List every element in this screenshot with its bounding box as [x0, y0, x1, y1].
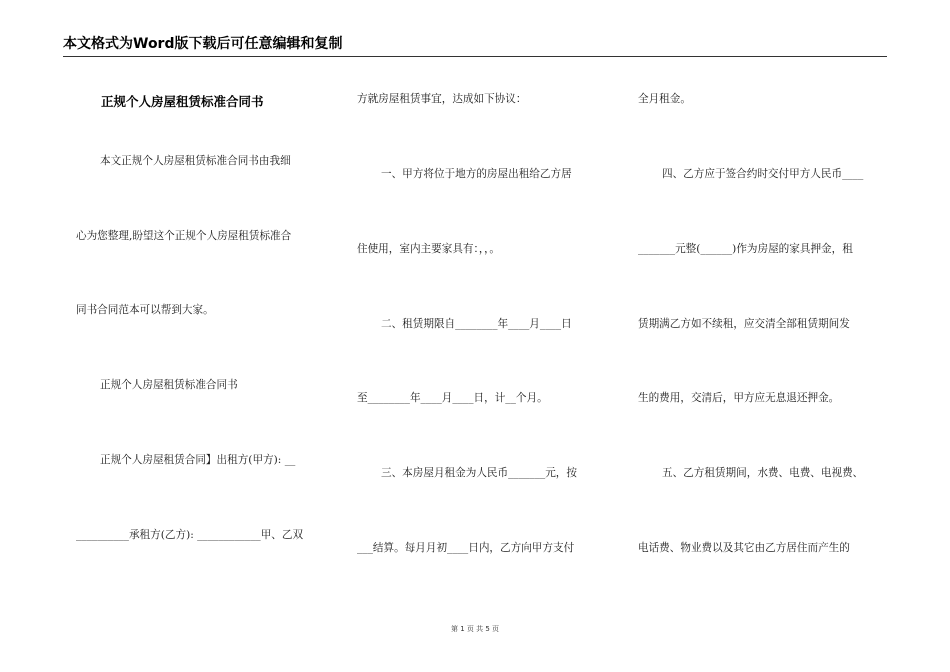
paragraph-line: 心为您整理,盼望这个正规个人房屋租赁标准合: [76, 230, 292, 242]
paragraph-line: 二、租赁期限自________年____月____日: [381, 318, 572, 330]
text-column-2: [357, 0, 607, 620]
document-header: 本文格式为Word版下载后可任意编辑和复制: [63, 35, 887, 57]
page-number: 第 1 页 共 5 页: [450, 625, 500, 633]
paragraph-line: 至________年____月____日，计__个月。: [357, 392, 548, 404]
paragraph-line: 一、甲方将位于地方的房屋出租给乙方居: [381, 168, 572, 180]
paragraph-line: 三、本房屋月租金为人民币_______元，按: [381, 467, 577, 479]
paragraph-line: 本文正规个人房屋租赁标准合同书由我细: [100, 155, 291, 167]
paragraph-line: 正规个人房屋租赁标准合同书: [100, 379, 238, 391]
paragraph-line: 方就房屋租赁事宜，达成如下协议：: [357, 93, 527, 105]
paragraph-line: 电话费、物业费以及其它由乙方居住而产生的: [638, 542, 850, 554]
paragraph-line: 生的费用，交清后，甲方应无息退还押金。: [638, 392, 840, 404]
text-column-1: [76, 0, 326, 620]
paragraph-line: _______元整(______)作为房屋的家具押金，租: [638, 243, 853, 255]
paragraph-line: 四、乙方应于签合约时交付甲方人民币____: [662, 168, 864, 180]
text-column-3: [638, 0, 888, 620]
paragraph-line: 正规个人房屋租赁合同】出租方(甲方): __: [100, 454, 296, 466]
paragraph-line: __________承租方(乙方): ____________甲、乙双: [76, 529, 304, 541]
paragraph-line: 五、乙方租赁期间，水费、电费、电视费、: [662, 467, 864, 479]
paragraph-line: 住使用，室内主要家具有：，，。: [357, 243, 501, 255]
document-title: 正规个人房屋租赁标准合同书: [101, 94, 264, 109]
paragraph-line: 赁期满乙方如不续租，应交清全部租赁期间发: [638, 318, 850, 330]
paragraph-line: 全月租金。: [638, 93, 691, 105]
paragraph-line: 同书合同范本可以帮到大家。: [76, 304, 214, 316]
paragraph-line: ___结算。每月月初____日内，乙方向甲方支付: [357, 542, 575, 554]
